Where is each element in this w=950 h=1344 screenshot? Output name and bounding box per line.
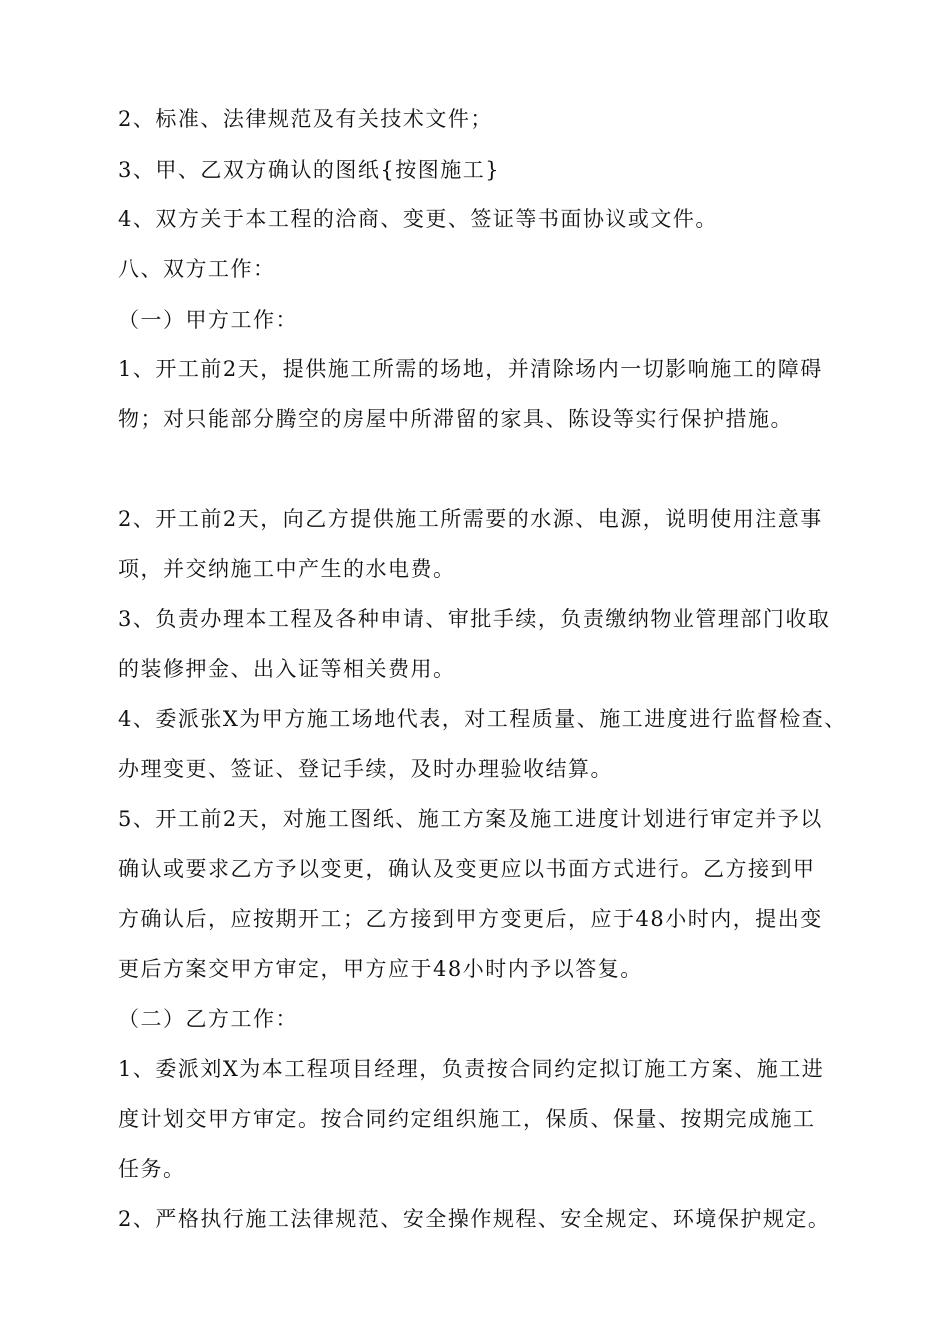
- text-line: 2、标准、法律规范及有关技术文件；: [118, 107, 493, 131]
- text-line: 更后方案交甲方审定，甲方应于48小时内予以答复。: [118, 957, 643, 981]
- text-line: 2、开工前2天，向乙方提供施工所需要的水源、电源，说明使用注意事: [118, 507, 823, 531]
- text-line: 4、双方关于本工程的洽商、变更、签证等书面协议或文件。: [118, 207, 718, 231]
- text-line: 度计划交甲方审定。按合同约定组织施工，保质、保量、按期完成施工: [118, 1107, 816, 1131]
- text-line: 1、开工前2天，提供施工所需的场地，并清除场内一切影响施工的障碍: [118, 357, 823, 381]
- text-line: 4、委派张X为甲方施工场地代表，对工程质量、施工进度进行监督检查、: [118, 707, 847, 731]
- text-line: 1、委派刘X为本工程项目经理，负责按合同约定拟订施工方案、施工进: [118, 1057, 825, 1081]
- text-line: 方确认后，应按期开工；乙方接到甲方变更后，应于48小时内，提出变: [118, 907, 823, 931]
- section-heading: 八、双方工作：: [118, 257, 276, 281]
- text-line: 项，并交纳施工中产生的水电费。: [118, 557, 456, 581]
- text-line: 的装修押金、出入证等相关费用。: [118, 657, 456, 681]
- text-line: 确认或要求乙方予以变更，确认及变更应以书面方式进行。乙方接到甲: [118, 857, 816, 881]
- text-line: 5、开工前2天，对施工图纸、施工方案及施工进度计划进行审定并予以: [118, 807, 823, 831]
- text-line: 办理变更、签证、登记手续，及时办理验收结算。: [118, 757, 613, 781]
- text-line: 2、严格执行施工法律规范、安全操作规程、安全规定、环境保护规定。: [118, 1207, 831, 1231]
- subsection-heading: （二）乙方工作：: [118, 1007, 298, 1031]
- text-line: 物；对只能部分腾空的房屋中所滞留的家具、陈设等实行保护措施。: [118, 407, 793, 431]
- text-line: 3、负责办理本工程及各种申请、审批手续，负责缴纳物业管理部门收取: [118, 607, 831, 631]
- subsection-heading: （一）甲方工作：: [118, 308, 298, 332]
- text-line: 3、甲、乙双方确认的图纸{按图施工}: [118, 158, 501, 182]
- text-line: 任务。: [118, 1157, 186, 1181]
